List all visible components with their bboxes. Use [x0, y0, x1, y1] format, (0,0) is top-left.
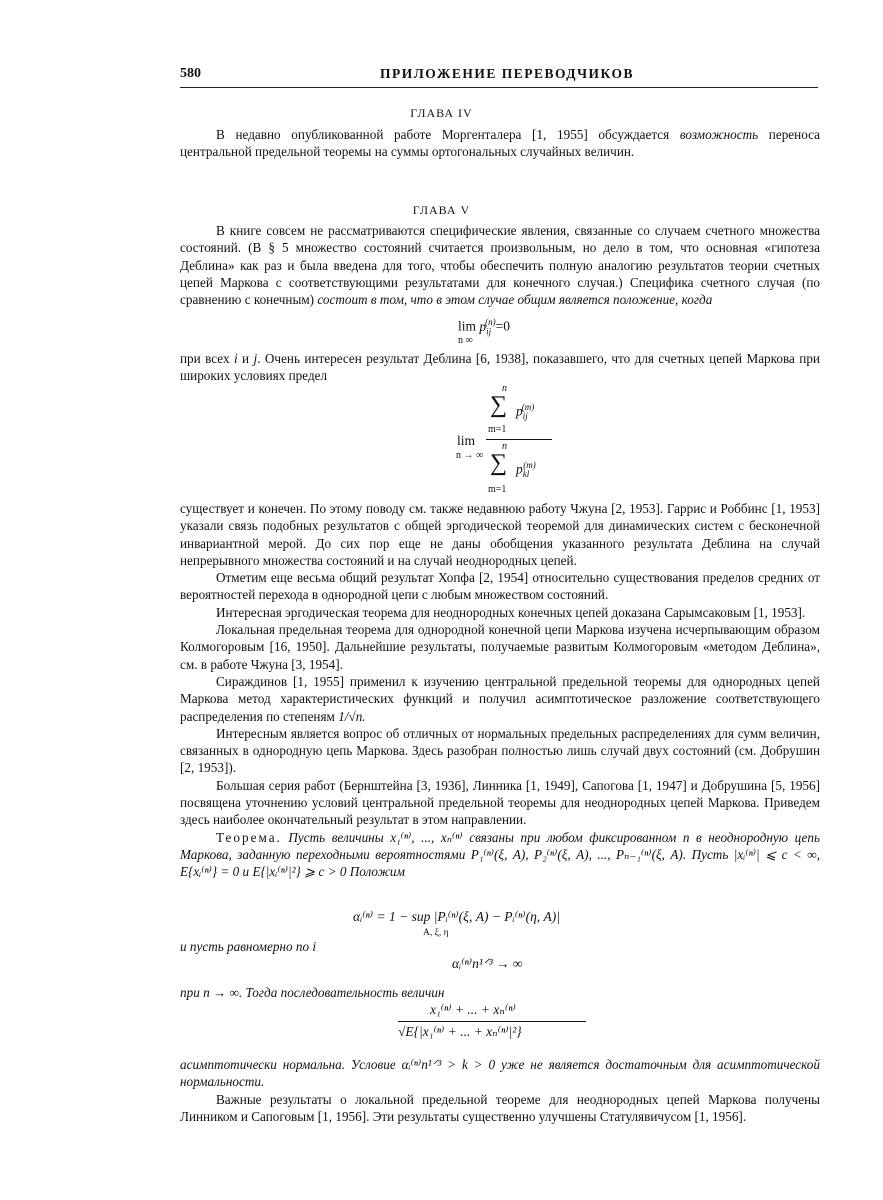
sum-top-sigma: ∑ [490, 392, 508, 418]
theorem-uniform: и пусть равномерно по i [180, 939, 317, 954]
chapter-v-heading: ГЛАВА V [412, 203, 471, 217]
chapter-v-after-formula1 [180, 350, 820, 385]
chapter-v-end [180, 1056, 820, 1125]
chapter-iv-heading: ГЛАВА IV [410, 106, 473, 120]
formula-alpha-growth: αᵢ⁽ⁿ⁾n¹ᐟ³ → ∞ [452, 956, 523, 971]
sum-bottom-lower: m=1 [488, 484, 507, 495]
sum-top-lower: m=1 [488, 424, 507, 435]
paragraph-sirazhdinov: Сираждинов [1, 1955] применил к изучению центральной предельной теоремы для однородных цепей Маркова метод характеристических функций и получил асимптотическое разложение соответствующего распределения по степеням 1/√n. [180, 673, 820, 724]
paragraph-bernstein: Большая серия работ (Бернштейна [3, 1936], Линника [1, 1949], Сапогова [1, 1947] и Добрушина [5, 1956] посвящена уточнению условий центральной предельной теоремы для неоднородных цепей Маркова. Приведем здесь наиболее окончательный результат в этом направлении. [180, 777, 820, 828]
formula-sum-denominator: √E{|x₁⁽ⁿ⁾ + ... + xₙ⁽ⁿ⁾|²} [398, 1024, 522, 1039]
chapter-iv-paragraph: В недавно опубликованной работе Моргенталера [1, 1955] обсуждается возможность переноса центральной предельной теоремы на суммы ортогональных случайных величин. [180, 127, 820, 160]
fraction-bar [486, 439, 552, 440]
sum-bottom-sigma: ∑ [490, 450, 508, 476]
paragraph-theorem: Теорема. Пусть величины x₁⁽ⁿ⁾, ..., xₙ⁽ⁿ⁾ связаны при любом фиксированном n в неоднородную цепь Маркова, заданную переходными вероятностями P₁⁽ⁿ⁾(ξ, A), P₂⁽ⁿ⁾(ξ, A), ..., Pₙ₋₁⁽ⁿ⁾(ξ, A). Пусть |xᵢ⁽ⁿ⁾| ⩽ c < ∞, E{xᵢ⁽ⁿ⁾} = 0 и E{|xᵢ⁽ⁿ⁾|²} ⩾ c > 0 Положим [180, 829, 820, 880]
paragraph-dobrushin: Интересным является вопрос об отличных от нормальных предельных распределениях для сумм величин, связанных в однородную цепь Маркова. Здесь разобран полностью лишь случай двух состояний (см. Добрушин [2, 1953]). [180, 725, 820, 776]
theorem-conclusion: асимптотически нормальна. Условие αᵢ⁽ⁿ⁾n¹ᐟ³ > k > 0 уже не является достаточным для асимптотической нормальности. [180, 1057, 820, 1090]
page-number: 580 [180, 66, 201, 81]
formula-alpha-sup: αᵢ⁽ⁿ⁾ = 1 − sup |Pᵢ⁽ⁿ⁾(ξ, A) − Pᵢ⁽ⁿ⁾(η, A)| [353, 909, 560, 924]
sum-top-upper: n [502, 383, 507, 394]
paragraph-linnik: Важные результаты о локальной предельной теореме для неоднородных цепей Маркова получены Линником и Сапоговым [1, 1956]. Эти результаты существенно улучшены Статулявичусом [1, 1956]. [180, 1091, 820, 1124]
paragraph-harris: существует и конечен. По этому поводу см. также недавнюю работу Чжуна [2, 1953]. Гаррис и Роббинс [1, 1953] указали связь подобных результатов с общей эргодической теоремой для динамических систем с бесконечной инвариантной мерой. До сих пор еще не даны обобщения указанного результата Деблина на случай непрерывного множества состояний и на случай неоднородных цепей. [180, 501, 820, 568]
formula-sum-numerator: x₁⁽ⁿ⁾ + ... + xₙ⁽ⁿ⁾ [430, 1002, 516, 1017]
sum-bottom-term: $p_{kl}^{(m)}$ [516, 460, 536, 480]
formula-sum-bar [398, 1021, 586, 1022]
running-title: ПРИЛОЖЕНИЕ ПЕРЕВОДЧИКОВ [380, 66, 634, 81]
paragraph-intro: В книге совсем не рассматриваются специфические явления, связанные со случаем счетного множества состояний. (В § 5 множество состояний считается произвольным, но дело в том, что основная «гипотеза Деблина» как раз и была введена для того, чтобы обеспечить полную аналогию результатов теории счетных цепей Маркова с соответствующими результатами для конечного случая.) Специфика счетного случая (по сравнению с конечным) состоит в том, что в этом случае общим является положение, когда [180, 223, 820, 308]
sum-top-term: $p_{ij}^{(m)}$ [516, 402, 535, 422]
chapter-iv-text [180, 126, 820, 161]
formula-ratio-lim-sub: n → ∞ [456, 450, 484, 461]
formula-alpha-sup-sub: A, ξ, η [423, 928, 449, 938]
formula-ratio-lim: lim [457, 433, 476, 448]
chapter-v-intro [180, 222, 820, 308]
formula-limit-pij: $\lim p_{ij}^{(n)}=0$ [458, 317, 511, 337]
chapter-v-main [180, 500, 820, 881]
paragraph-deblin: при всех i и j. Очень интересен результат Деблина [6, 1938], показавшего, что для счетных цепей Маркова при широких условиях предел [180, 351, 820, 384]
paragraph-sarymsakov: Интересная эргодическая теорема для неоднородных конечных цепей доказана Сарымсаковым [1, 1953]. [216, 604, 806, 620]
theorem-then: при n → ∞. Тогда последовательность величин [180, 985, 445, 1000]
paragraph-kolmogorov: Локальная предельная теорема для однородной конечной цепи Маркова изучена исчерпывающим образом Колмогоровым [16, 1950]. Дальнейшие результаты, получаемые развитым Колмогоровым «методом Деблина», см. в работе Чжуна [3, 1954]. [180, 622, 820, 672]
formula-limit-sub: n ∞ [458, 335, 473, 346]
header-rule [180, 87, 818, 88]
paragraph-hopf: Отметим еще весьма общий результат Хопфа [2, 1954] относительно существования пределов средних от вероятностей перехода в однородной цепи с любым множеством состояний. [180, 570, 820, 603]
sum-bottom-upper: n [502, 441, 507, 452]
